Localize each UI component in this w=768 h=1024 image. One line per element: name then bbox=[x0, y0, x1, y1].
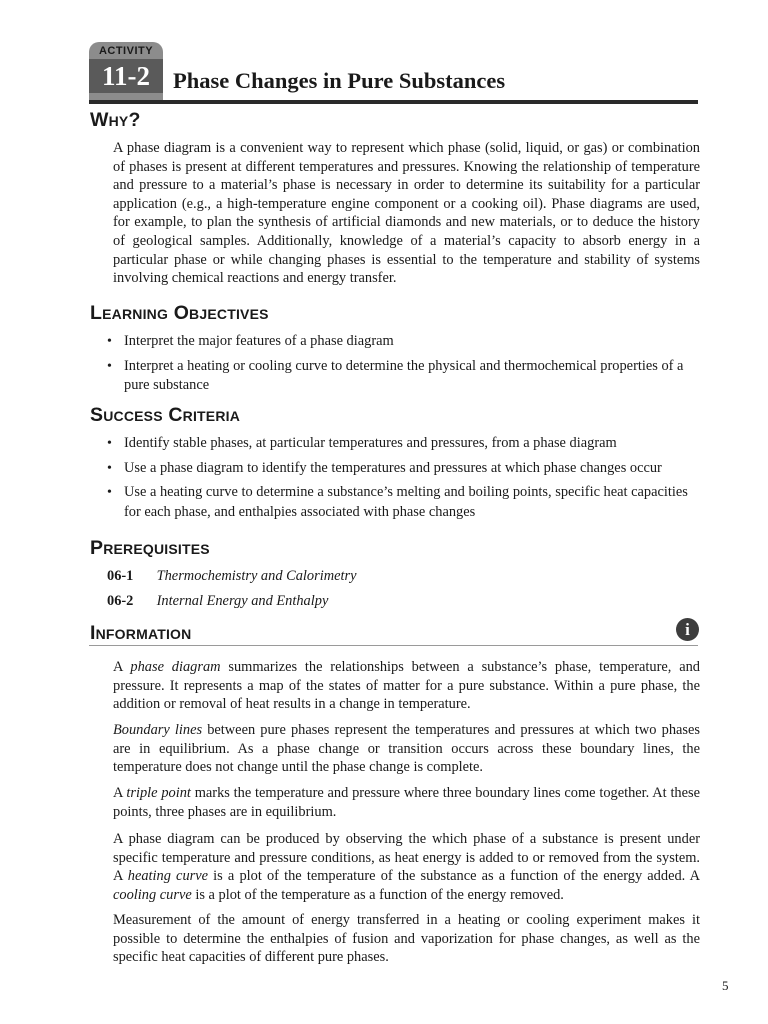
title-rule bbox=[89, 100, 698, 104]
prerequisite-code: 06-1 bbox=[107, 568, 134, 584]
prerequisites-heading: Prerequisites bbox=[90, 537, 210, 559]
term: Boundary lines bbox=[113, 722, 203, 738]
info-icon: i bbox=[676, 618, 699, 641]
list-item: • Use a phase diagram to identify the temperatures and pressures at which phase changes occur bbox=[107, 459, 702, 479]
term: heating curve bbox=[127, 868, 209, 885]
prerequisite-link[interactable]: Internal Energy and Enthalpy bbox=[156, 593, 329, 609]
information-rule bbox=[89, 645, 698, 646]
term: cooling curve bbox=[113, 886, 192, 903]
info-paragraph-2: Boundary lines between pure phases represent the temperatures and pressures at which two phases are in equilibrium. As a phase change or transition occurs across these boundary lines, the temperature does not change until the phase change is complete. bbox=[113, 722, 700, 776]
activity-number-box bbox=[89, 59, 163, 93]
success-criteria-heading: Success Criteria bbox=[90, 404, 241, 426]
list-item: • Use a heating curve to determine a substance’s melting and boiling points, specific heat capacities for each phase, and enthalpies associated with phase changes bbox=[107, 483, 702, 522]
info-paragraph-3: A triple point marks the temperature and pressure where three boundary lines come together. At these points, three phases are in equilibrium. bbox=[113, 785, 701, 820]
activity-tab bbox=[89, 42, 163, 100]
why-heading: Why? bbox=[90, 109, 141, 131]
why-paragraph: A phase diagram is a convenient way to represent which phase (solid, liquid, or gas) or combination of phases is present at different temperatures and pressures. Knowing the relationship of temperature and pressure to a material’s phase is necessary in order to determine its suitability for a particular application (e.g., a high-temperature engine component or a cooking oil). Phase diagrams are used, for example, to plan the synthesis of artificial diamonds and new materials, or to deduce the history of geological samples. Additionally, knowledge of a material’s capacity to absorb energy in a particular phase or while changing phases is essential to the temperature and stability of systems involving chemical reactions and energy transfer. bbox=[113, 140, 700, 287]
info-paragraph-5: Measurement of the amount of energy transferred in a heating or cooling experiment makes it possible to determine the enthalpies of fusion and vaporization for phase changes, as well as the specific heat capacities of different pure phases. bbox=[113, 912, 700, 966]
activity-number: 11-2 bbox=[101, 61, 150, 91]
prerequisite-item bbox=[107, 567, 356, 586]
learning-objectives-list bbox=[107, 332, 702, 401]
info-paragraph-4: A phase diagram can be produced by observing the which phase of a substance is present under specific temperature and pressure conditions, as heat energy is added to or removed from the system. A heating curve is a plot of the temperature of the substance as a function of the energy added. A cooling curve is a plot of the temperature as a function of the energy removed. bbox=[113, 831, 700, 903]
information-heading: Information bbox=[90, 622, 192, 644]
activity-label: ACTIVITY bbox=[98, 45, 154, 57]
prerequisite-item bbox=[107, 592, 328, 611]
success-criteria-list bbox=[107, 434, 702, 527]
activity-tab-band bbox=[89, 93, 163, 100]
page-title: Phase Changes in Pure Substances bbox=[173, 68, 506, 93]
list-item: • Interpret the major features of a phase diagram bbox=[107, 332, 702, 352]
prerequisite-code: 06-2 bbox=[107, 593, 134, 609]
learning-objectives-heading: Learning Objectives bbox=[90, 302, 269, 324]
prerequisite-link[interactable]: Thermochemistry and Calorimetry bbox=[156, 568, 357, 584]
term: triple point bbox=[126, 785, 191, 801]
list-item: • Interpret a heating or cooling curve to determine the physical and thermochemical properties of a pure substance bbox=[107, 357, 702, 396]
list-item: • Identify stable phases, at particular temperatures and pressures, from a phase diagram bbox=[107, 434, 702, 454]
info-paragraph-1: A phase diagram summarizes the relationships between a substance’s phase, temperature, and pressure. It represents a map of the states of matter for a pure substance. Within a pure phase, the addition or removal of heat results in a change in temperature. bbox=[113, 659, 700, 713]
term: phase diagram bbox=[130, 659, 221, 675]
page-number: 5 bbox=[722, 978, 729, 993]
